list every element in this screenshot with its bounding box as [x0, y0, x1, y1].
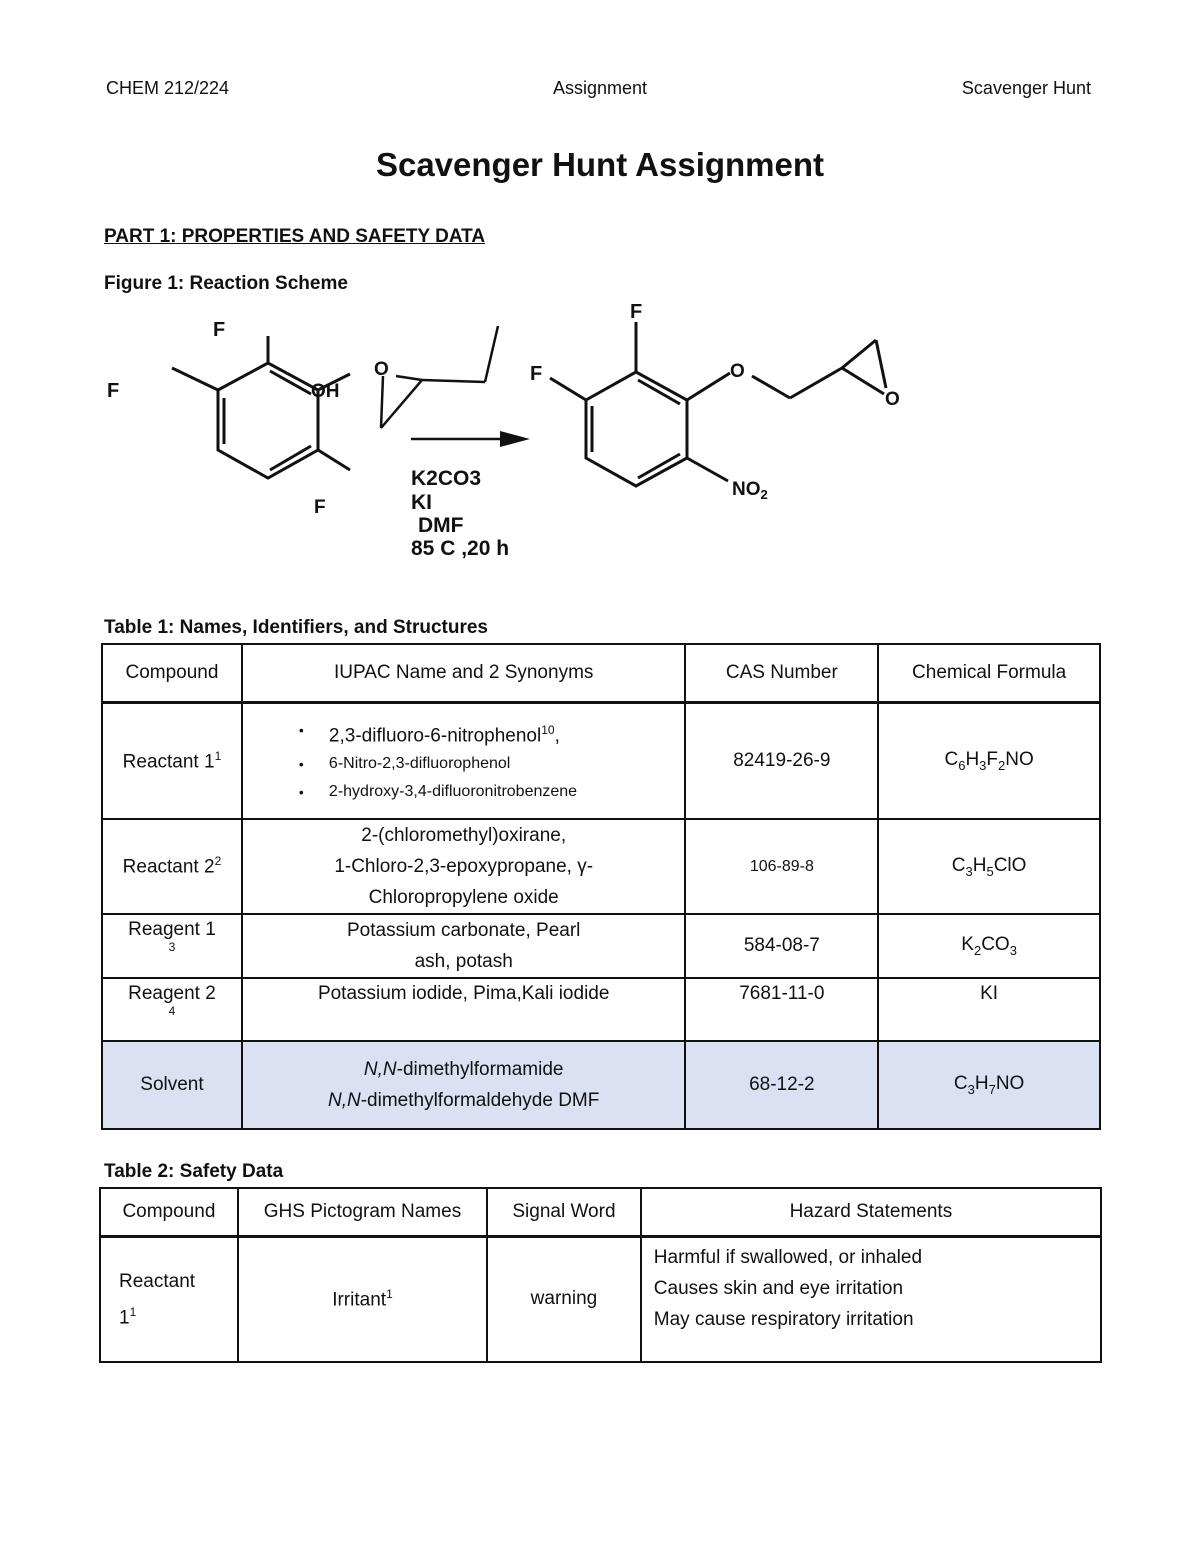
column-header-formula: Chemical Formula — [878, 644, 1100, 702]
formula-text: H — [965, 748, 980, 770]
cas-cell: 82419-26-9 — [685, 702, 878, 819]
formula-subscript: 5 — [986, 863, 994, 879]
compound-cell: Reagent 1 3 — [102, 914, 242, 978]
cas-cell: 106-89-8 — [685, 819, 878, 914]
column-header-compound: Compound — [100, 1188, 238, 1236]
pictogram-cell: Irritant$^1$ — [238, 1236, 487, 1362]
hazard-statement: May cause respiratory irritation — [653, 1308, 914, 1330]
formula-subscript: 3 — [967, 1081, 975, 1097]
names-cell: 2-(chloromethyl)oxirane, 1-Chloro-2,3-epoxypropane, γ- Chloropropylene oxide — [242, 819, 686, 914]
condition-3: DMF — [418, 514, 464, 537]
column-header-hazard: Hazard Statements — [641, 1188, 1101, 1236]
table-row — [102, 702, 1100, 819]
formula-text: CO — [981, 934, 1010, 956]
condition-2: KI — [411, 491, 432, 514]
reaction-arrow — [411, 431, 530, 447]
column-header-iupac: IUPAC Name and 2 Synonyms — [242, 644, 686, 702]
hazard-cell — [641, 1236, 1101, 1362]
formula-subscript: 2 — [998, 757, 1006, 773]
cas-cell: 7681-11-0 — [685, 978, 878, 1041]
document-title: Scavenger Hunt Assignment — [375, 146, 825, 183]
reactant2-o: O — [374, 359, 389, 380]
names-cell — [242, 702, 686, 819]
formula-subscript: 3 — [1009, 942, 1017, 958]
compound-cell: Reagent 2 4 — [102, 978, 242, 1041]
product-f-left: F — [530, 363, 543, 385]
reaction-scheme — [100, 298, 920, 578]
table2-caption: Table 2: Safety Data — [104, 1161, 284, 1182]
reactant1-structure — [172, 336, 350, 478]
compound-cell: Solvent — [102, 1041, 242, 1129]
column-header-cas: CAS Number — [685, 644, 878, 702]
table-row — [102, 978, 1100, 1041]
formula-text: H — [974, 1073, 989, 1095]
names-cell: N,N-dimethylformamide N,N-dimethylformaldehyde DMF — [242, 1041, 686, 1129]
formula-text: C — [953, 1073, 968, 1095]
formula-text: NO — [1005, 748, 1034, 770]
compound-cell: Reactant $2^2$ — [102, 819, 242, 914]
names-cell: Potassium carbonate, Pearl ash, potash — [242, 914, 686, 978]
table-names-identifiers — [101, 643, 1101, 1130]
part-heading: PART 1: PROPERTIES AND SAFETY DATA — [104, 226, 486, 247]
header-course: CHEM 212/224 — [106, 78, 230, 98]
hazard-statement: Harmful if swallowed, or inhaled — [653, 1246, 923, 1268]
hazard-statement: Causes skin and eye irritation — [653, 1277, 904, 1299]
figure-caption: Figure 1: Reaction Scheme — [104, 273, 348, 294]
formula-text: NO — [995, 1073, 1025, 1095]
formula-subscript: 6 — [958, 757, 966, 773]
table-row — [102, 914, 1100, 978]
column-header-signal-word: Signal Word — [487, 1188, 641, 1236]
cas-cell: 68-12-2 — [685, 1041, 878, 1129]
column-header-pictogram: GHS Pictogram Names — [238, 1188, 487, 1236]
table1-caption: Table 1: Names, Identifiers, and Structures — [104, 617, 488, 638]
synonym-item: • 2-hydroxy-3,4-difluoronitrobenzene — [329, 778, 679, 806]
formula-text: ClO — [993, 854, 1027, 876]
formula-subscript: 3 — [979, 757, 987, 773]
compound-cell: Reactant $1^1$ — [102, 702, 242, 819]
formula-cell — [878, 914, 1100, 978]
table-safety-data — [99, 1187, 1102, 1363]
signal-word-cell: warning — [487, 1236, 641, 1362]
formula-cell — [878, 819, 1100, 914]
formula-subscript: 3 — [965, 863, 973, 879]
product-o-ether: O — [730, 361, 745, 382]
formula-subscript: 7 — [988, 1081, 996, 1097]
condition-4: 85 C ,20 h — [411, 537, 510, 560]
compound-cell: Reactant $1^1$ — [100, 1236, 238, 1362]
table-row — [102, 1041, 1100, 1129]
formula-subscript: 2 — [973, 942, 982, 958]
header-type: Assignment — [552, 78, 648, 98]
table1-header-row — [102, 644, 1100, 702]
formula-text: F — [986, 748, 999, 770]
condition-1: K2CO3 — [411, 467, 482, 490]
header-topic: Scavenger Hunt — [961, 78, 1091, 98]
product-o-epoxide: O — [885, 389, 900, 410]
table-row — [100, 1236, 1101, 1362]
reactant2-structure — [381, 326, 498, 428]
table-row — [102, 819, 1100, 914]
product-no2 — [732, 479, 768, 502]
product-no2-symbol: NO — [732, 479, 761, 500]
synonym-item: • 6-Nitro-2,3-difluorophenol — [329, 750, 679, 778]
table2-header-row — [100, 1188, 1101, 1236]
column-header-compound: Compound — [102, 644, 242, 702]
formula-cell — [878, 1041, 1100, 1129]
reactant1-f-left: F — [107, 380, 120, 402]
formula-text: H — [972, 854, 987, 876]
synonym-item: • 2,3-difluoro-6-nitrophenol$^{10}$, — [329, 716, 679, 750]
reactant1-f-bottom: F — [314, 497, 326, 518]
formula-text: KI — [980, 983, 999, 1004]
product-f-top: F — [630, 301, 643, 323]
reactant1-oh: OH — [311, 381, 340, 402]
formula-text: K — [961, 934, 974, 956]
formula-cell — [878, 978, 1100, 1041]
formula-cell — [878, 702, 1100, 819]
reactant1-f-top: F — [213, 319, 226, 341]
product-no2-subscript: 2 — [760, 487, 768, 502]
formula-text: C — [944, 748, 959, 770]
formula-text: C — [951, 854, 966, 876]
product-structure — [550, 322, 886, 486]
names-cell: Potassium iodide, Pima,Kali iodide — [242, 978, 686, 1041]
cas-cell: 584-08-7 — [685, 914, 878, 978]
